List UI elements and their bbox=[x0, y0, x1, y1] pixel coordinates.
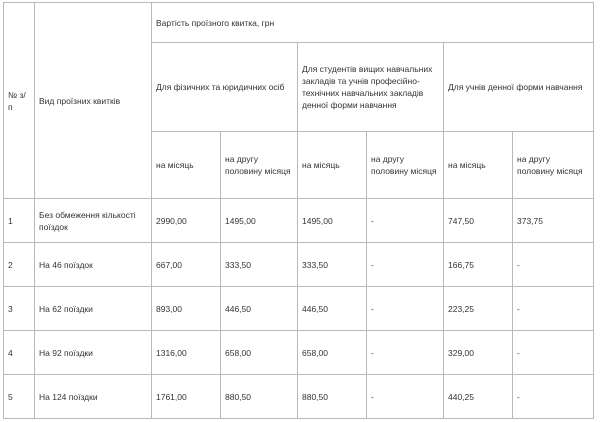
cell-value: 223,25 bbox=[444, 287, 513, 331]
header-group-pupils: Для учнів денної форми навчання bbox=[444, 43, 594, 132]
cell-value: 2990,00 bbox=[152, 199, 221, 243]
cell-value: - bbox=[513, 243, 594, 287]
cell-value: - bbox=[367, 331, 444, 375]
cell-value: 446,50 bbox=[221, 287, 298, 331]
row-number: 4 bbox=[4, 331, 35, 375]
header-group-students: Для студентів вищих навчальних закладів та учнів професійно-технічних навчальних закладів денної форми навчання bbox=[298, 43, 444, 132]
table-row bbox=[4, 199, 594, 243]
row-ticket-type: На 62 поїздки bbox=[35, 287, 152, 331]
row-ticket-type: На 46 поїздок bbox=[35, 243, 152, 287]
header-second-half: на другу половину місяця bbox=[367, 132, 444, 199]
header-second-half: на другу половину місяця bbox=[221, 132, 298, 199]
cell-value: 1316,00 bbox=[152, 331, 221, 375]
row-ticket-type: Без обмеження кількості поїздок bbox=[35, 199, 152, 243]
cell-value: 880,50 bbox=[221, 375, 298, 419]
cell-value: - bbox=[367, 243, 444, 287]
table-row bbox=[4, 331, 594, 375]
row-number: 3 bbox=[4, 287, 35, 331]
header-per-month: на місяць bbox=[444, 132, 513, 199]
cell-value: 446,50 bbox=[298, 287, 367, 331]
cell-value: 1495,00 bbox=[298, 199, 367, 243]
table-row bbox=[4, 375, 594, 419]
cell-value: 658,00 bbox=[298, 331, 367, 375]
row-ticket-type: На 92 поїздки bbox=[35, 331, 152, 375]
header-second-half: на другу половину місяця bbox=[513, 132, 594, 199]
cell-value: 658,00 bbox=[221, 331, 298, 375]
cell-value: - bbox=[513, 331, 594, 375]
cell-value: 333,50 bbox=[298, 243, 367, 287]
cell-value: 1495,00 bbox=[221, 199, 298, 243]
cell-value: 893,00 bbox=[152, 287, 221, 331]
cell-value: - bbox=[513, 287, 594, 331]
row-number: 2 bbox=[4, 243, 35, 287]
cell-value: - bbox=[513, 375, 594, 419]
table-row bbox=[4, 243, 594, 287]
cell-value: 333,50 bbox=[221, 243, 298, 287]
cell-value: - bbox=[367, 199, 444, 243]
header-cost: Вартість проїзного квитка, грн bbox=[152, 3, 594, 43]
cell-value: 667,00 bbox=[152, 243, 221, 287]
header-number: № з/п bbox=[4, 3, 35, 199]
cell-value: 747,50 bbox=[444, 199, 513, 243]
header-per-month: на місяць bbox=[298, 132, 367, 199]
cell-value: 880,50 bbox=[298, 375, 367, 419]
header-group-individuals: Для фізичних та юридичних осіб bbox=[152, 43, 298, 132]
cell-value: 329,00 bbox=[444, 331, 513, 375]
cell-value: 1761,00 bbox=[152, 375, 221, 419]
cell-value: - bbox=[367, 375, 444, 419]
cell-value: - bbox=[367, 287, 444, 331]
row-number: 1 bbox=[4, 199, 35, 243]
fare-table bbox=[3, 2, 594, 419]
row-number: 5 bbox=[4, 375, 35, 419]
cell-value: 166,75 bbox=[444, 243, 513, 287]
table-row bbox=[4, 287, 594, 331]
row-ticket-type: На 124 поїздки bbox=[35, 375, 152, 419]
cell-value: 373,75 bbox=[513, 199, 594, 243]
header-per-month: на місяць bbox=[152, 132, 221, 199]
header-ticket-type: Вид проїзних квитків bbox=[35, 3, 152, 199]
cell-value: 440,25 bbox=[444, 375, 513, 419]
